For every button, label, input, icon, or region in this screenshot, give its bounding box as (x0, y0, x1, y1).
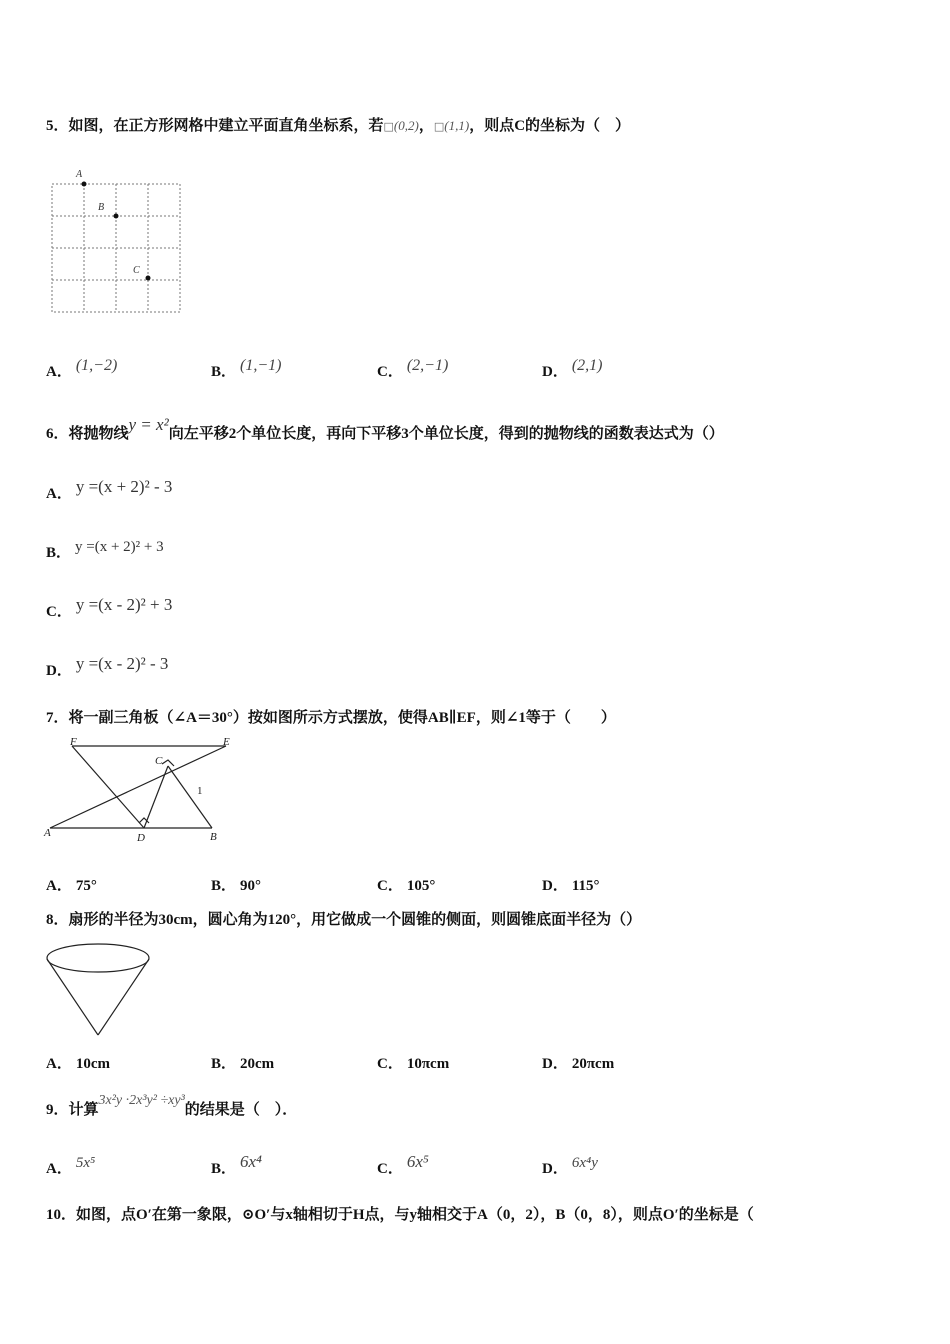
q7-option-a[interactable]: A． 75° (46, 878, 97, 894)
q5-option-b[interactable]: B． (1,−1) (211, 357, 282, 380)
q7-option-d[interactable]: D． 115° (542, 878, 600, 894)
label-c: C (133, 265, 140, 276)
q8-option-b[interactable]: B． 20cm (211, 1056, 275, 1072)
question-7-stem: 7．将一副三角板（∠A＝30°）按如图所示方式摆放，使得AB∥EF，则∠1等于（ ） (46, 710, 616, 726)
missing-glyph-icon: □ (383, 120, 394, 133)
label-e: E (223, 736, 230, 748)
parabola-expr: y = x² (128, 415, 169, 434)
label-c: C (155, 755, 163, 767)
point-a-coord: (0,2) (393, 118, 419, 133)
point-a-dot (82, 182, 87, 187)
q7-option-b[interactable]: B． 90° (211, 878, 262, 894)
q8-option-c[interactable]: C． 10πcm (377, 1056, 450, 1072)
angle-1-label: 1 (197, 785, 203, 797)
cone-figure (44, 940, 156, 1040)
label-b: B (210, 831, 217, 843)
calc-expr: 3x²y ·2x³y² ÷xy³ (98, 1093, 185, 1108)
question-8-stem: 8．扇形的半径为30cm，圆心角为120°，用它做成一个圆锥的侧面，则圆锥底面半径为（） (46, 912, 642, 928)
point-b-coord: (1,1) (444, 118, 470, 133)
q6-option-c[interactable]: C． y =(x - 2)² + 3 (46, 595, 173, 620)
q6-option-d[interactable]: D． y =(x - 2)² - 3 (46, 654, 169, 679)
q5-grid-figure (44, 164, 189, 319)
label-f: F (70, 736, 77, 748)
q9-option-c[interactable]: C． 6x⁵ (377, 1152, 429, 1177)
q7-triangles-figure (40, 734, 240, 846)
missing-glyph-icon: □ (433, 120, 445, 133)
q6-option-a[interactable]: A． y =(x + 2)² - 3 (46, 477, 173, 502)
q6-option-b[interactable]: B． y =(x + 2)² + 3 (46, 539, 164, 561)
q5-option-a[interactable]: A． (1,−2) (46, 357, 118, 380)
question-6-stem: 6．将抛物线y = x²向左平移2个单位长度，再向下平移3个单位长度，得到的抛物线的函数表达式为（） (46, 415, 724, 442)
q5-option-c[interactable]: C． (2,−1) (377, 357, 449, 380)
q7-option-c[interactable]: C． 105° (377, 878, 436, 894)
question-9-stem: 9．计算3x²y ·2x³y² ÷xy³的结果是（ ）． (46, 1093, 298, 1118)
q8-option-a[interactable]: A． 10cm (46, 1056, 110, 1072)
q8-option-d[interactable]: D． 20πcm (542, 1056, 615, 1072)
q9-option-b[interactable]: B． 6x⁴ (211, 1152, 262, 1177)
label-b: B (98, 202, 105, 213)
question-5-stem: 5．如图，在正方形网格中建立平面直角坐标系，若□(0,2)，□(1,1)，则点C的坐标为（ ） (46, 118, 631, 134)
label-d: D (137, 832, 145, 844)
label-a: A (76, 169, 83, 180)
point-c-dot (146, 276, 151, 281)
q5-option-d[interactable]: D． (2,1) (542, 357, 603, 380)
q9-option-a[interactable]: A． 5x⁵ (46, 1155, 96, 1177)
point-b-dot (114, 214, 119, 219)
question-10-stem: 10．如图，点O′在第一象限，⊙O′与x轴相切于H点，与y轴相交于A（0，2），B（0，8），则点O′的坐标是（ (46, 1207, 754, 1223)
q9-option-d[interactable]: D． 6x⁴y (542, 1155, 598, 1177)
label-a: A (44, 827, 51, 839)
